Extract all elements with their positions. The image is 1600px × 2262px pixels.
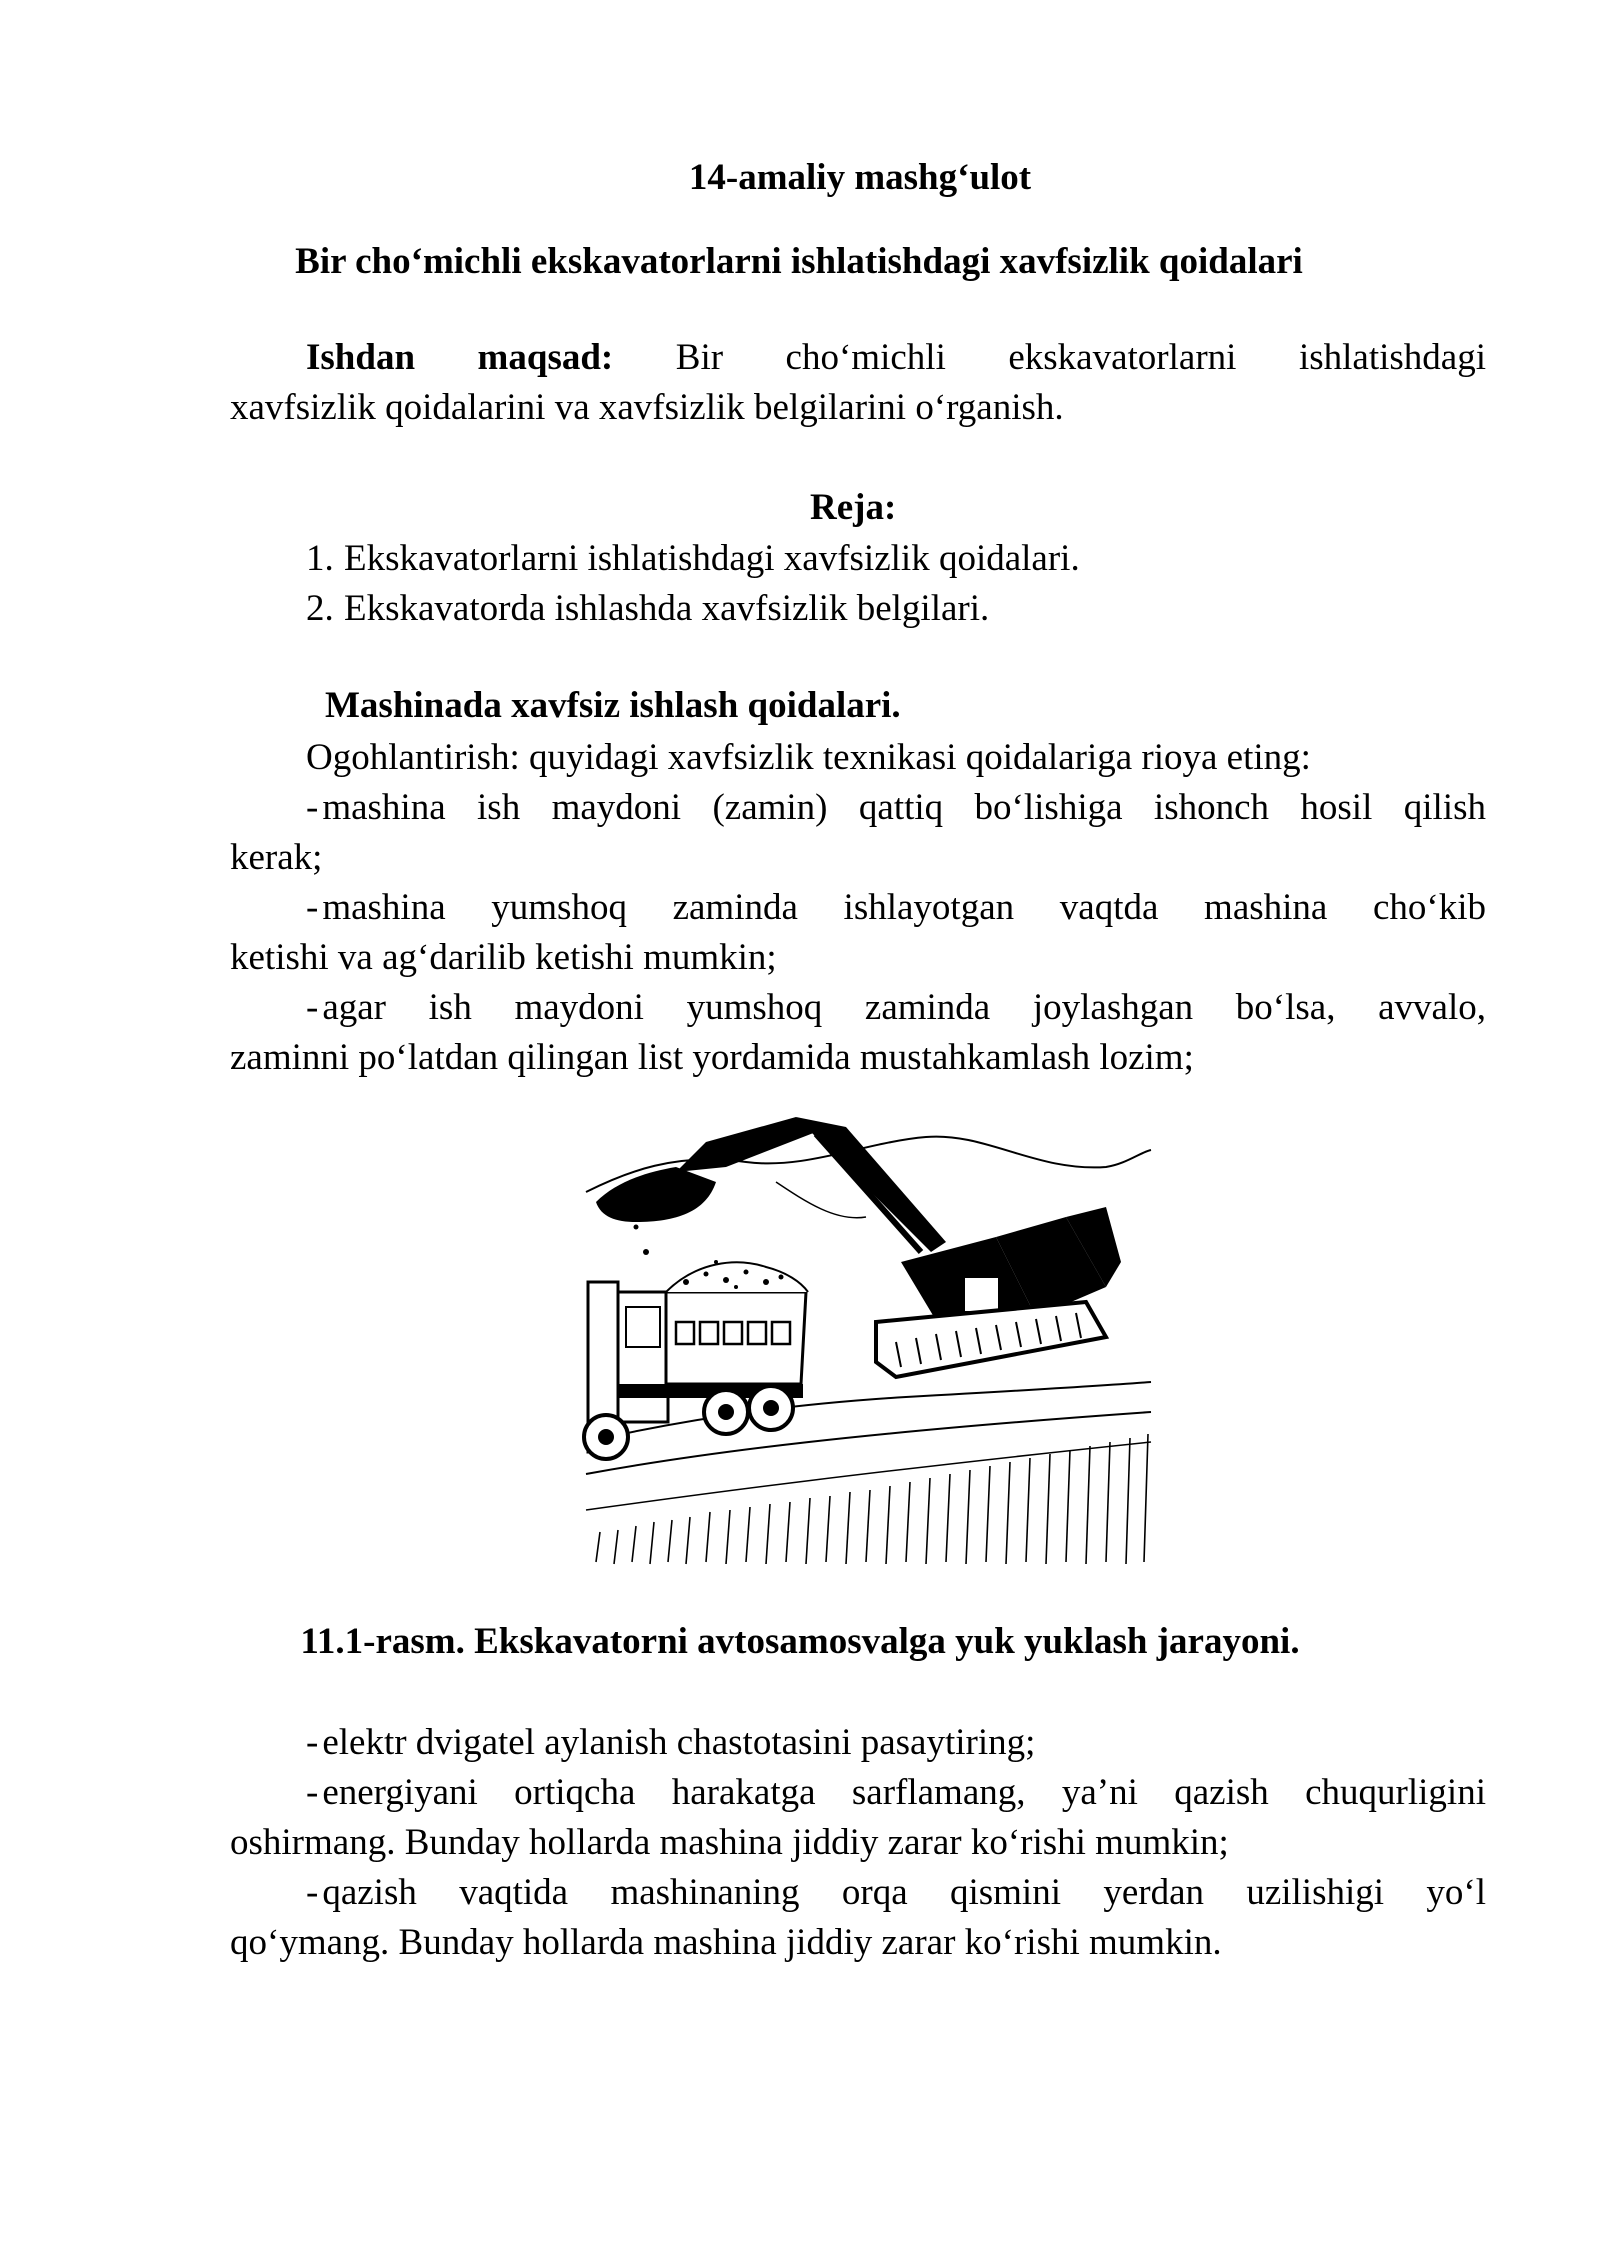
rule-item xyxy=(230,1718,1486,1768)
rule-line: elektr dvigatel aylanish chastotasini pasaytiring; xyxy=(322,1722,1036,1763)
rule-line: energiyani ortiqcha harakatga sarflamang, ya’ni qazish chuqurligini xyxy=(322,1772,1486,1813)
warning-text: Ogohlantirish: quyidagi xavfsizlik texnikasi qoidalariga rioya eting: xyxy=(306,737,1311,778)
dump-truck xyxy=(584,1210,808,1459)
plan-item xyxy=(306,584,1080,634)
rule-item xyxy=(230,883,1486,933)
plan-item-text: Ekskavatorda ishlashda xavfsizlik belgilari. xyxy=(344,588,990,629)
bullet-dash: - xyxy=(306,1772,319,1813)
excavator-illustration xyxy=(566,1112,1156,1572)
plan-heading: Reja: xyxy=(810,487,897,528)
goal-label: Ishdan maqsad: xyxy=(306,337,614,378)
rule-item xyxy=(230,1868,1486,1918)
plan-item-text: Ekskavatorlarni ishlatishdagi xavfsizlik qoidalari. xyxy=(344,538,1080,579)
figure-caption: 11.1-rasm. Ekskavatorni avtosamosvalga yuk yuklash jarayoni. xyxy=(300,1621,1300,1662)
rule-line: mashina ish maydoni (zamin) qattiq bo‘lishiga ishonch hosil qilish xyxy=(322,787,1486,828)
bullet-dash: - xyxy=(306,887,319,928)
rule-line-continued: kerak; xyxy=(230,837,323,878)
rule-line-continued: ketishi va ag‘darilib ketishi mumkin; xyxy=(230,937,777,978)
bullet-dash: - xyxy=(306,787,319,828)
rule-item xyxy=(230,783,1486,833)
goal-text-line2: xavfsizlik qoidalarini va xavfsizlik belgilarini o‘rganish. xyxy=(230,387,1064,428)
rules-bottom xyxy=(230,1718,1486,1968)
rules-top xyxy=(230,733,1486,1083)
bullet-dash: - xyxy=(306,1872,319,1913)
bullet-dash: - xyxy=(306,987,319,1028)
rule-line-continued: zaminni po‘latdan qilingan list yordamida mustahkamlash lozim; xyxy=(230,1037,1194,1078)
goal-paragraph xyxy=(230,333,1486,433)
goal-text-line1: Bir cho‘michli ekskavatorlarni ishlatishdagi xyxy=(675,337,1486,378)
rule-line: agar ish maydoni yumshoq zaminda joylashgan bo‘lsa, avvalo, xyxy=(322,987,1486,1028)
rule-line-continued: qo‘ymang. Bunday hollarda mashina jiddiy zarar ko‘rishi mumkin. xyxy=(230,1922,1222,1963)
section-heading: Mashinada xavfsiz ishlash qoidalari. xyxy=(325,685,901,726)
plan-item-number: 2. xyxy=(306,588,334,629)
plan-list xyxy=(306,534,1080,634)
page-subtitle: Bir cho‘michli ekskavatorlarni ishlatishdagi xavfsizlik qoidalari xyxy=(295,241,1303,282)
rule-line-continued: oshirmang. Bunday hollarda mashina jiddiy zarar ko‘rishi mumkin; xyxy=(230,1822,1229,1863)
page-title: 14-amaliy mashg‘ulot xyxy=(688,157,1032,198)
rule-item xyxy=(230,1768,1486,1818)
rule-line: qazish vaqtida mashinaning orqa qismini yerdan uzilishigi yo‘l xyxy=(322,1872,1486,1913)
plan-item-number: 1. xyxy=(306,538,334,579)
bullet-dash: - xyxy=(306,1722,319,1763)
rule-line: mashina yumshoq zaminda ishlayotgan vaqtda mashina cho‘kib xyxy=(322,887,1486,928)
plan-item xyxy=(306,534,1080,584)
rule-item xyxy=(230,983,1486,1033)
